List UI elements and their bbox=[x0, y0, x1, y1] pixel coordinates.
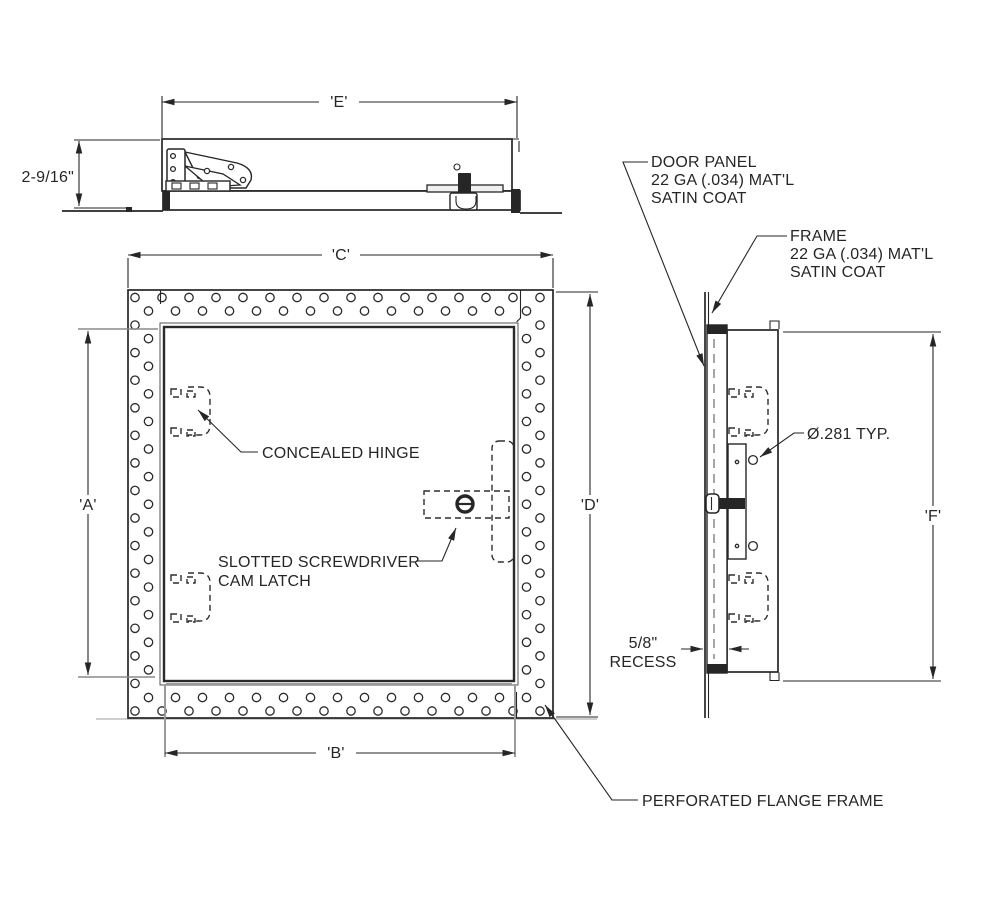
flange-hole bbox=[185, 707, 193, 715]
flange-hole bbox=[131, 624, 139, 632]
callout-frame bbox=[712, 228, 933, 313]
flange-hole bbox=[239, 293, 247, 301]
flange-hole bbox=[522, 334, 530, 342]
flange-hole bbox=[144, 500, 152, 508]
flange-hole bbox=[144, 307, 152, 315]
frame-label-line1: FRAME bbox=[790, 228, 847, 245]
flange-hole bbox=[131, 459, 139, 467]
flange-hole bbox=[482, 293, 490, 301]
flange-hole bbox=[266, 707, 274, 715]
side-view bbox=[610, 154, 946, 718]
flange-hole bbox=[536, 569, 544, 577]
flange-hole bbox=[144, 693, 152, 701]
frame-end-cap-left bbox=[163, 191, 170, 210]
flange-hole bbox=[347, 707, 355, 715]
flange-hole bbox=[441, 307, 449, 315]
recess-label-line2: RECESS bbox=[609, 654, 677, 671]
flange-hole bbox=[144, 445, 152, 453]
flange-hole bbox=[374, 293, 382, 301]
flange-hole bbox=[252, 693, 260, 701]
dim-depth-label: 2-9/16" bbox=[21, 169, 74, 186]
flange-hole bbox=[387, 307, 395, 315]
flange-hole bbox=[536, 431, 544, 439]
flange-hole bbox=[536, 486, 544, 494]
flange-hole bbox=[131, 376, 139, 384]
flange-hole bbox=[131, 541, 139, 549]
flange-hole bbox=[536, 404, 544, 412]
flange-hole bbox=[468, 307, 476, 315]
flange-hole bbox=[401, 707, 409, 715]
flange-hole bbox=[212, 293, 220, 301]
flange-hole bbox=[522, 500, 530, 508]
flange-hole bbox=[131, 348, 139, 356]
flange-hole bbox=[144, 417, 152, 425]
flange-hole bbox=[144, 334, 152, 342]
flange-hole bbox=[536, 597, 544, 605]
dim-A-label: 'A' bbox=[79, 497, 97, 514]
flange-hole bbox=[225, 693, 233, 701]
flange-hole bbox=[131, 597, 139, 605]
flange-hole bbox=[522, 417, 530, 425]
flange-hole bbox=[522, 666, 530, 674]
flange-hole bbox=[536, 707, 544, 715]
flange-hole bbox=[293, 707, 301, 715]
flange-hole bbox=[171, 693, 179, 701]
recess-label-line1: 5/8" bbox=[628, 635, 658, 652]
flange-hole bbox=[428, 707, 436, 715]
flange-hole bbox=[131, 569, 139, 577]
flange-hole bbox=[320, 293, 328, 301]
mounting-hole-bottom bbox=[749, 542, 758, 551]
dim-B-label: 'B' bbox=[327, 745, 345, 762]
flange-hole bbox=[306, 693, 314, 701]
flange-hole bbox=[131, 321, 139, 329]
flange-hole bbox=[131, 486, 139, 494]
flange-hole bbox=[509, 293, 517, 301]
flange-hole bbox=[468, 693, 476, 701]
flange-hole bbox=[131, 293, 139, 301]
mounting-hole-top bbox=[749, 456, 758, 465]
flange-hole bbox=[522, 307, 530, 315]
flange-hole bbox=[333, 307, 341, 315]
dim-E bbox=[162, 92, 517, 138]
flange-hole bbox=[198, 693, 206, 701]
flange-hole bbox=[131, 514, 139, 522]
flange-hole bbox=[428, 293, 436, 301]
concealed-hinge-label: CONCEALED HINGE bbox=[262, 445, 420, 462]
flange-hole bbox=[144, 638, 152, 646]
dim-depth bbox=[22, 140, 160, 208]
flange-hole bbox=[536, 679, 544, 687]
frame-label-line2: 22 GA (.034) MAT'L bbox=[790, 246, 934, 263]
flange-hole bbox=[144, 583, 152, 591]
flange-hole bbox=[495, 693, 503, 701]
flange-hole bbox=[536, 514, 544, 522]
flange-hole bbox=[522, 472, 530, 480]
flange-hole bbox=[171, 307, 179, 315]
flange-hole bbox=[522, 610, 530, 618]
flange-hole bbox=[414, 307, 422, 315]
callout-hole-dia bbox=[760, 426, 890, 457]
flange-hole bbox=[536, 376, 544, 384]
callout-perforated-flange bbox=[545, 705, 884, 810]
flange-hole bbox=[536, 652, 544, 660]
dim-D-label: 'D' bbox=[580, 497, 600, 514]
flange-hole bbox=[131, 707, 139, 715]
flange-hole bbox=[522, 638, 530, 646]
latch-screw-side bbox=[719, 498, 745, 509]
door-panel-label-line2: 22 GA (.034) MAT'L bbox=[651, 172, 795, 189]
flange-hole bbox=[225, 307, 233, 315]
flange-hole bbox=[239, 707, 247, 715]
flange-hole bbox=[522, 445, 530, 453]
door-panel-label-line3: SATIN COAT bbox=[651, 190, 747, 207]
frame-label-line3: SATIN COAT bbox=[790, 264, 886, 281]
flange-hole bbox=[293, 293, 301, 301]
flange-hole bbox=[333, 693, 341, 701]
frame-end-cap-right bbox=[511, 189, 520, 213]
flange-hole bbox=[306, 307, 314, 315]
flange-hole bbox=[536, 348, 544, 356]
flange-hole bbox=[320, 707, 328, 715]
flange-hole bbox=[212, 707, 220, 715]
flange-hole bbox=[144, 390, 152, 398]
dim-C bbox=[128, 245, 553, 288]
flange-hole bbox=[131, 431, 139, 439]
wall-step bbox=[126, 207, 132, 212]
cam-latch-label-line1: SLOTTED SCREWDRIVER bbox=[218, 554, 421, 571]
flange-hole bbox=[482, 707, 490, 715]
flange-hole bbox=[495, 307, 503, 315]
flange-hole bbox=[158, 293, 166, 301]
flange-hole bbox=[536, 624, 544, 632]
flange-hole bbox=[279, 307, 287, 315]
flange-hole bbox=[455, 707, 463, 715]
flange-hole bbox=[536, 541, 544, 549]
perforated-flange-label: PERFORATED FLANGE FRAME bbox=[642, 793, 884, 810]
flange-hole bbox=[252, 307, 260, 315]
door-panel-label-line1: DOOR PANEL bbox=[651, 154, 757, 171]
flange-hole bbox=[144, 528, 152, 536]
flange-hole bbox=[387, 693, 395, 701]
latch-screw bbox=[458, 173, 471, 194]
flange-hole bbox=[401, 293, 409, 301]
flange-hole bbox=[131, 404, 139, 412]
dim-F bbox=[783, 332, 945, 681]
flange-hole bbox=[131, 679, 139, 687]
flange-hole bbox=[144, 362, 152, 370]
flange-hole bbox=[536, 459, 544, 467]
flange-hole bbox=[144, 555, 152, 563]
flange-hole bbox=[144, 472, 152, 480]
flange-hole bbox=[522, 555, 530, 563]
flange-hole bbox=[144, 610, 152, 618]
flange-hole bbox=[522, 528, 530, 536]
flange-hole bbox=[414, 693, 422, 701]
flange-hole bbox=[360, 693, 368, 701]
flange-hole bbox=[522, 693, 530, 701]
flange-hole bbox=[131, 652, 139, 660]
dim-D bbox=[556, 292, 602, 717]
dim-F-label: 'F' bbox=[924, 508, 942, 525]
dim-E-label: 'E' bbox=[330, 94, 348, 111]
cam-latch-label-line2: CAM LATCH bbox=[218, 573, 312, 590]
hole-dia-label: Ø.281 TYP. bbox=[807, 426, 891, 443]
flange-hole bbox=[536, 293, 544, 301]
frame-hook-top-right bbox=[512, 139, 519, 152]
flange-hole bbox=[198, 307, 206, 315]
flange-hole bbox=[185, 293, 193, 301]
flange-hole bbox=[522, 362, 530, 370]
flange-hole bbox=[441, 693, 449, 701]
flange-hole bbox=[144, 666, 152, 674]
flange-hole bbox=[279, 693, 287, 701]
top-view bbox=[22, 92, 562, 213]
flange-hole bbox=[347, 293, 355, 301]
flange-hole bbox=[522, 583, 530, 591]
flange-hole bbox=[455, 293, 463, 301]
flange-hole bbox=[522, 390, 530, 398]
flange-hole bbox=[360, 307, 368, 315]
flange-hole bbox=[536, 321, 544, 329]
dim-C-label: 'C' bbox=[331, 247, 351, 264]
flange-hole bbox=[374, 707, 382, 715]
flange-hole bbox=[266, 293, 274, 301]
